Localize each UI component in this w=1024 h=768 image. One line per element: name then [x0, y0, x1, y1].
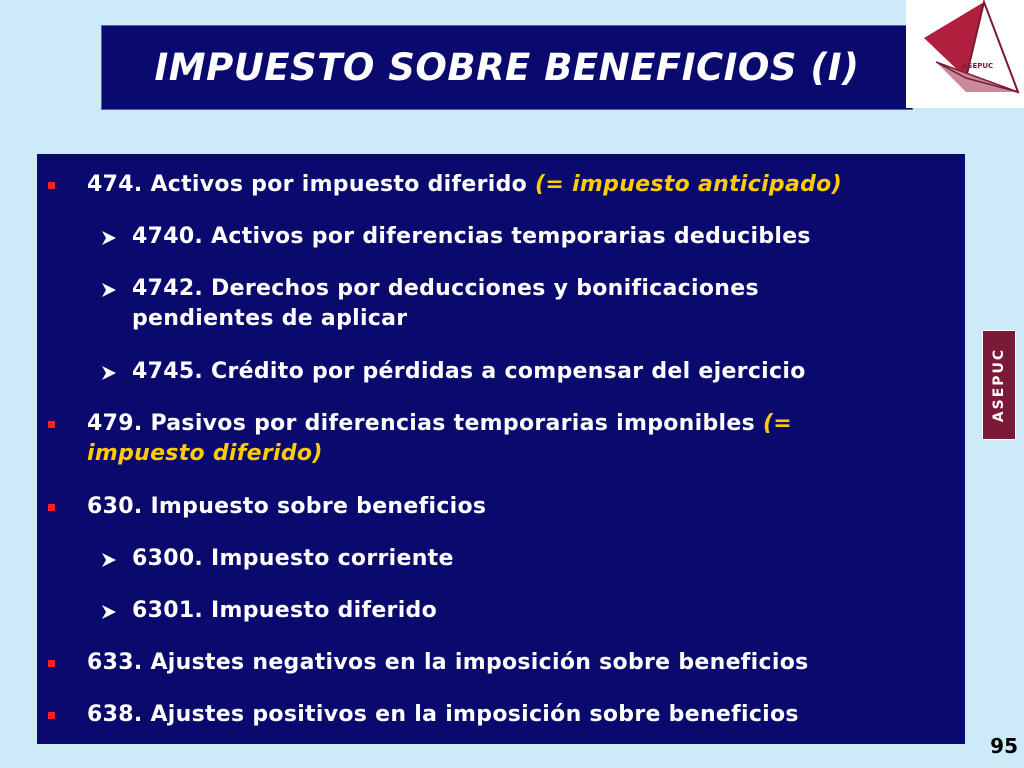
arrow-bullet-icon [100, 551, 118, 569]
square-bullet-icon [48, 504, 55, 511]
list-item: 4745. Crédito por pérdidas a compensar del ejercicio [132, 359, 806, 384]
list-item: 479. Pasivos por diferencias temporarias imponibles (= impuesto diferido) [87, 411, 793, 466]
list-item: 474. Activos por impuesto diferido (= impuesto anticipado) [87, 172, 842, 197]
square-bullet-icon [48, 660, 55, 667]
logo-text: ASEPUC [962, 62, 994, 70]
arrow-bullet-icon [100, 229, 118, 247]
logo-graphic [906, 0, 1024, 108]
list-item: 6301. Impuesto diferido [132, 598, 438, 623]
list-item: 630. Impuesto sobre beneficios [87, 494, 487, 519]
square-bullet-icon [48, 182, 55, 189]
arrow-bullet-icon [100, 603, 118, 621]
arrow-bullet-icon [100, 281, 118, 299]
list-item: 4742. Derechos por deducciones y bonificaciones pendientes de aplicar [132, 276, 759, 331]
list-item: 638. Ajustes positivos en la imposición sobre beneficios [87, 702, 799, 727]
content-panel [37, 154, 965, 744]
square-bullet-icon [48, 421, 55, 428]
square-bullet-icon [48, 712, 55, 719]
list-item: 6300. Impuesto corriente [132, 546, 454, 571]
side-brand-tag [982, 330, 1016, 440]
arrow-bullet-icon [100, 364, 118, 382]
title-banner [101, 25, 913, 110]
side-brand-text: ASEPUC [991, 347, 1008, 423]
slide-title: IMPUESTO SOBRE BENEFICIOS (I) [154, 46, 860, 89]
asepuc-logo [906, 0, 1024, 108]
list-item: 633. Ajustes negativos en la imposición sobre beneficios [87, 650, 809, 675]
page-number: 95 [990, 734, 1018, 758]
list-item: 4740. Activos por diferencias temporarias deducibles [132, 224, 811, 249]
